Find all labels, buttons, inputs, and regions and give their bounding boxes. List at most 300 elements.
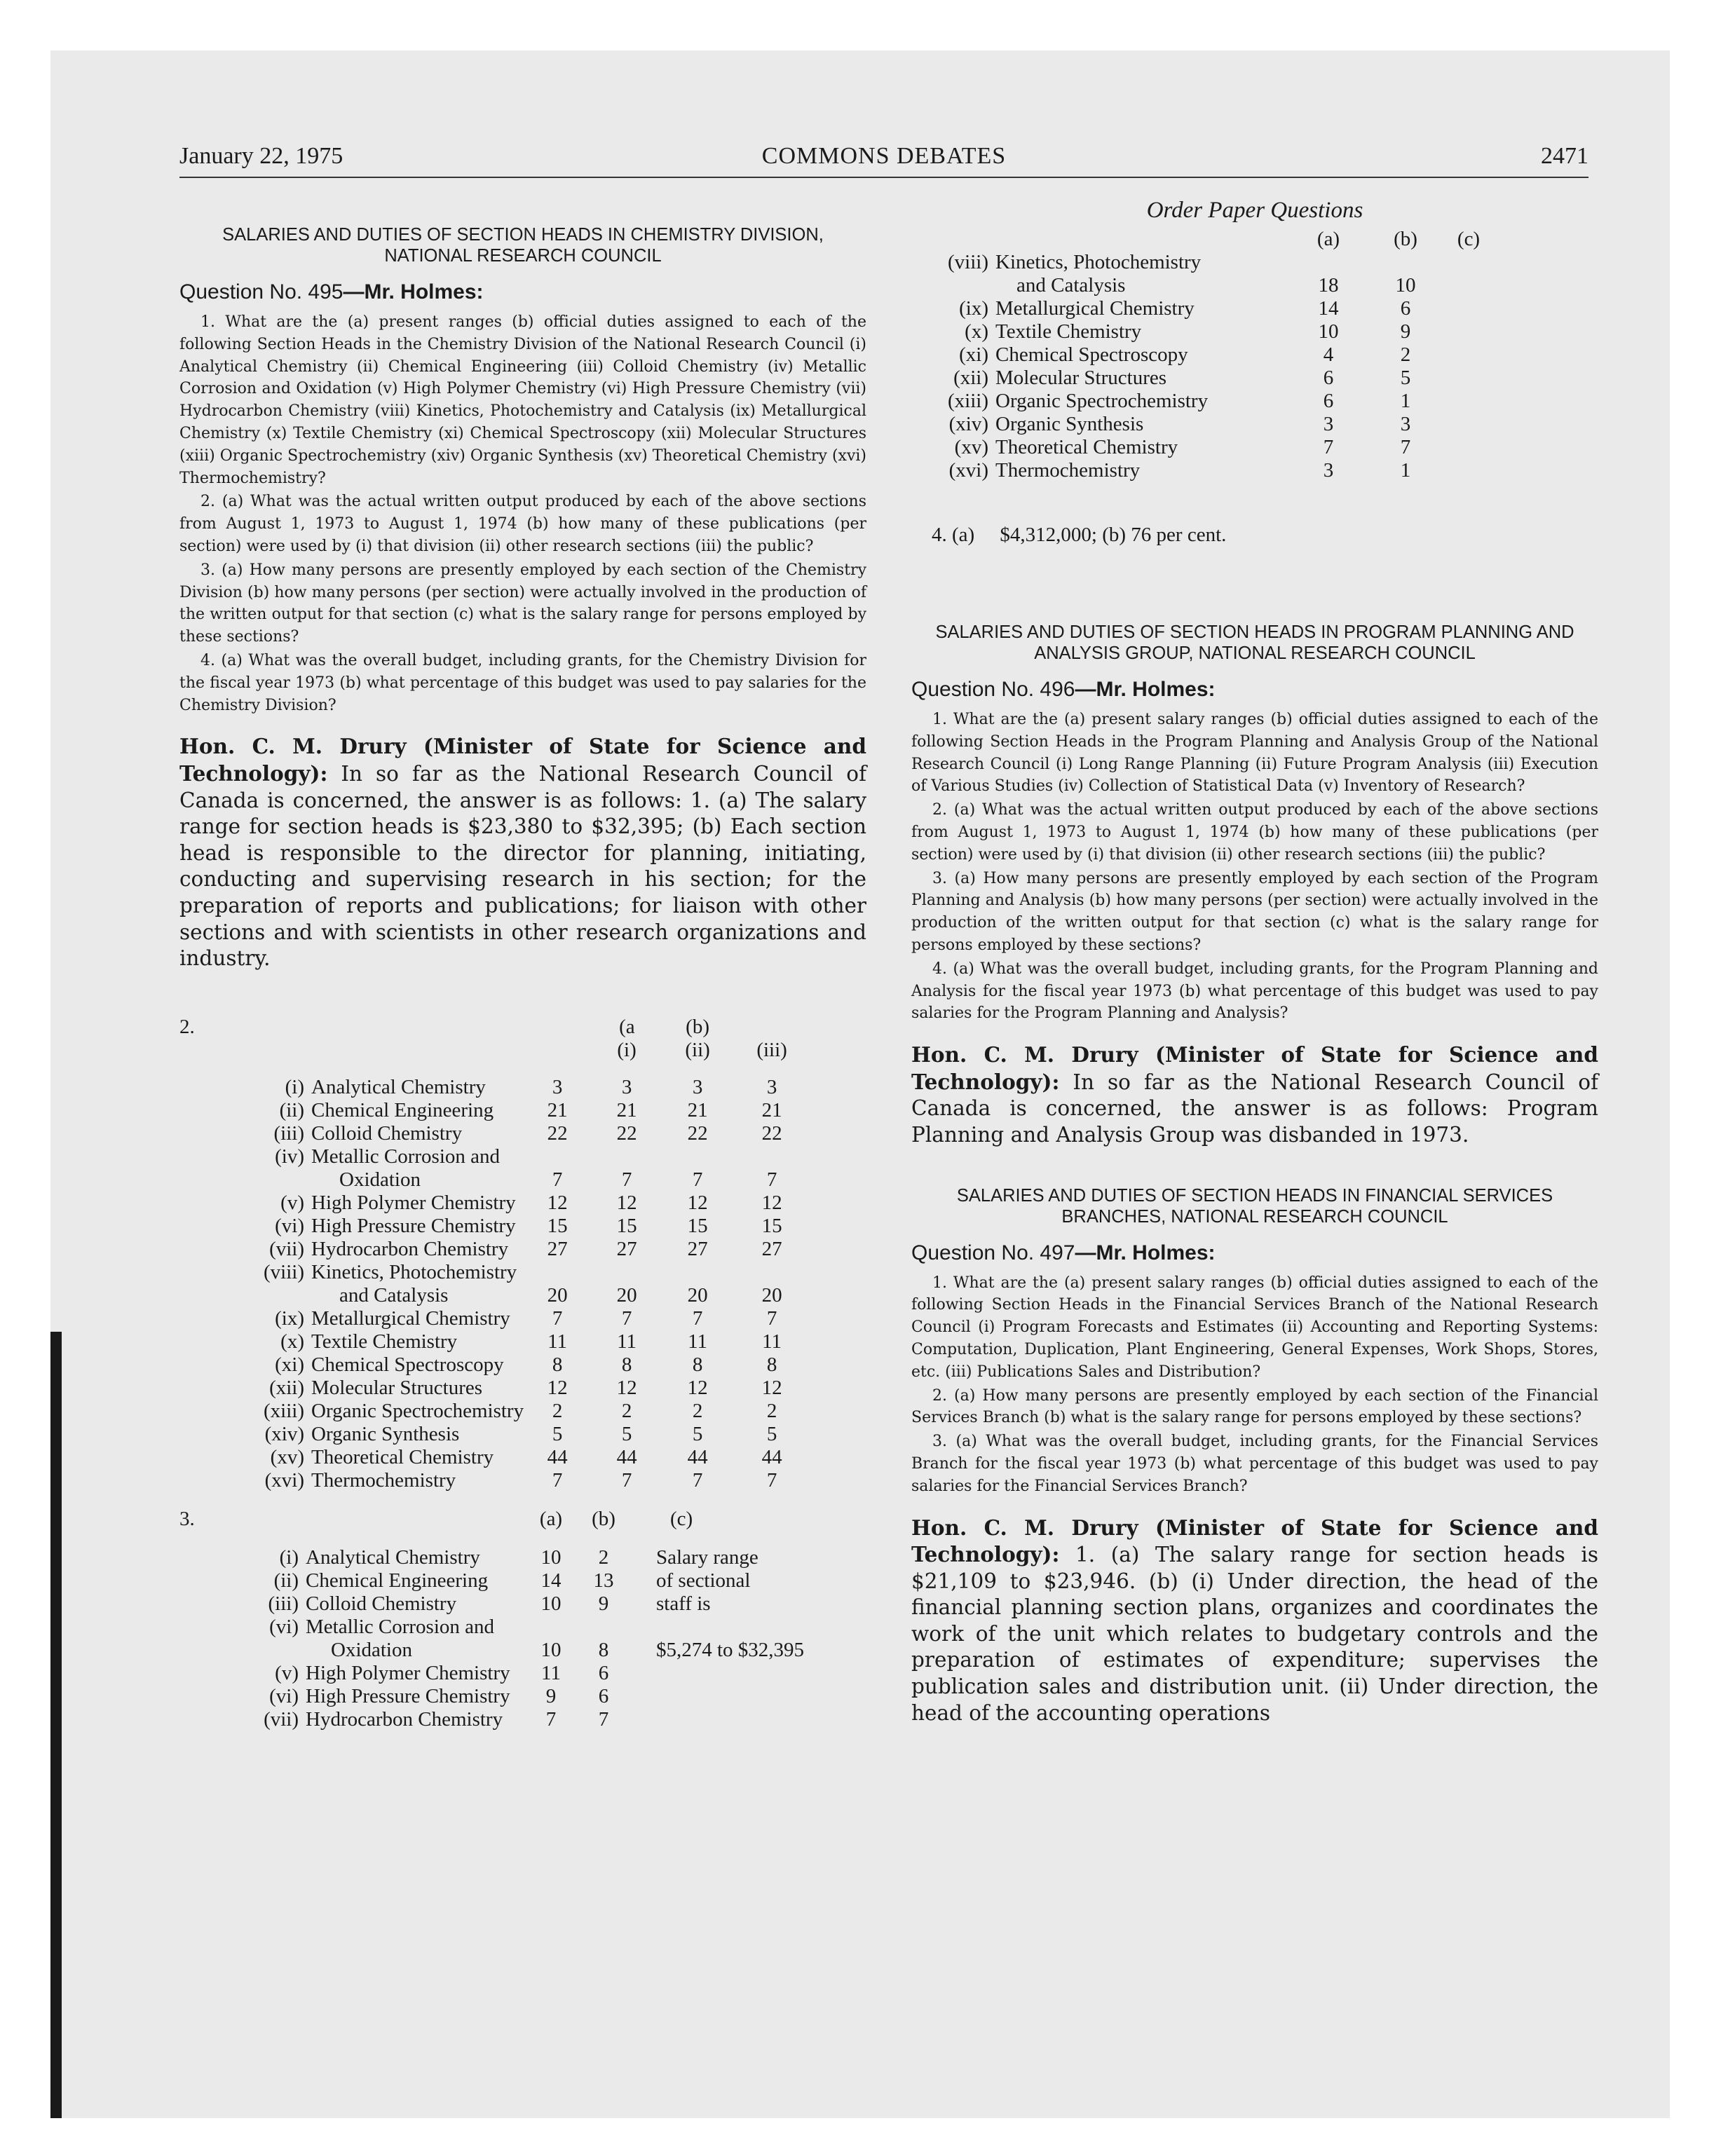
- table-2-cell: 22: [616, 1121, 637, 1145]
- table-2-row-name: Thermochemistry: [311, 1468, 456, 1492]
- table-3c-row: [918, 274, 1493, 297]
- q496-para-4: 4. (a) What was the overall budget, including grants, for the Program Planning and Analysis for the fiscal year 1973 (b) what percentage of this budget was used to pay salaries for the Program Planning and Analysis?: [911, 960, 1598, 1023]
- table-3c-row-number: (xiv): [948, 413, 988, 435]
- table-3c-row-name: Thermochemistry: [995, 459, 1141, 482]
- table-2-cell: 7: [552, 1306, 563, 1330]
- table-2-cell: 22: [687, 1121, 708, 1145]
- table-3-row: [179, 1569, 859, 1592]
- table-3c-cell-a: 18: [1318, 274, 1339, 296]
- table-3-cell-b: 8: [598, 1638, 609, 1661]
- table-2-row-number: (iii): [273, 1121, 304, 1145]
- table-3c-row-name: Metallurgical Chemistry: [995, 297, 1195, 320]
- table-3c-cell-b: 3: [1400, 413, 1411, 435]
- table-2-head-row-1: [179, 1016, 811, 1039]
- table-2-cell: [524, 1261, 591, 1284]
- header-date: January 22, 1975: [179, 143, 343, 169]
- table-2-row-name: Kinetics, Photochemistry: [311, 1260, 517, 1283]
- table-3-cell-b: [572, 1616, 635, 1639]
- table-2-gap: [179, 1469, 264, 1492]
- q496-answer-text: In so far as the National Research Council of Canada is concerned, the answer is as follows: Program Planning and Analysis Group was disbanded in 1973.: [911, 1070, 1598, 1147]
- table-2-cell: 12: [687, 1376, 708, 1399]
- q495-answer-speaker: Hon. C. M. Drury (Minister of State for Science and Technology):: [179, 734, 866, 786]
- table-2-row: [179, 1168, 811, 1192]
- q497-answer-speaker: Hon. C. M. Drury (Minister of State for Science and Technology):: [911, 1515, 1598, 1567]
- table-3c-cell-b: 2: [1400, 343, 1411, 366]
- q496-para-2: 2. (a) What was the actual written output produced by each of the above sections from August 1, 1973 to August 1, 1974 (b) how many of these publications (per section) were used by (i) that division (ii) other research sections (iii) the public?: [911, 801, 1598, 864]
- table-2-row: [179, 1469, 811, 1492]
- table-2-row-number: (x): [280, 1330, 304, 1353]
- table-2-cell: 21: [687, 1098, 708, 1121]
- table-3c-row: [918, 320, 1493, 343]
- table-3-cell-a: 10: [540, 1638, 562, 1661]
- table-2-head-b: (b): [686, 1015, 709, 1038]
- table-3c-cell-a: 14: [1318, 297, 1339, 320]
- table-3-row: [179, 1616, 859, 1639]
- table-2-label: 2.: [179, 1015, 195, 1038]
- table-3c-cell-a: [1290, 251, 1367, 274]
- table-2-row-name: Organic Spectrochemistry: [311, 1399, 524, 1422]
- table-3-cell-c: [635, 1662, 859, 1685]
- table-2-row-name: Metallic Corrosion and: [311, 1145, 501, 1168]
- table-2-cell: 7: [621, 1306, 632, 1330]
- table-3-row-name: Analytical Chemistry: [306, 1546, 480, 1569]
- table-2-row: [179, 1423, 811, 1446]
- table-3-row: [179, 1546, 859, 1569]
- table-3-row-number: (vi): [269, 1684, 299, 1707]
- table-2-cell: 44: [616, 1445, 637, 1468]
- table-2-cell: 7: [766, 1168, 777, 1191]
- table-3c-cell-c: [1444, 343, 1493, 367]
- table-2-cell: 3: [692, 1075, 703, 1098]
- table-2-gap: [179, 1099, 264, 1122]
- table-2-gap: [179, 1076, 264, 1099]
- table-2-cell: 15: [547, 1214, 568, 1237]
- table-3c-cell-a: 3: [1323, 413, 1334, 435]
- table-2-head-a: (a: [619, 1015, 635, 1038]
- table-2-cell: 15: [687, 1214, 708, 1237]
- table-3-gap: [179, 1639, 264, 1662]
- table-2-cell: 20: [616, 1283, 637, 1306]
- table-3c-row-number: (xiii): [948, 390, 988, 412]
- table-3-head-b: (b): [592, 1507, 615, 1530]
- order-paper-title: Order Paper Questions: [1146, 198, 1363, 223]
- table-2-cell: [662, 1261, 733, 1284]
- table-2: [179, 1016, 811, 1492]
- table-3c-row-number: (xii): [953, 367, 988, 389]
- table-3c-row: [918, 367, 1493, 390]
- table-2-row-name: Theoretical Chemistry: [311, 1445, 494, 1468]
- table-3c-row-number: (ix): [959, 297, 988, 320]
- table-2-row-name: Hydrocarbon Chemistry: [311, 1237, 509, 1260]
- table-2-row: [179, 1353, 811, 1377]
- table-3c-cell-c: [1444, 390, 1493, 413]
- table-3c-row-name: Organic Synthesis: [995, 413, 1144, 435]
- table-2-head-ii: (ii): [685, 1038, 710, 1061]
- table-2-cell: 12: [761, 1376, 782, 1399]
- q495-heading: SALARIES AND DUTIES OF SECTION HEADS IN CHEMISTRY DIVISION, NATIONAL RESEARCH COUNCIL: [222, 225, 824, 266]
- left-column: [179, 224, 866, 1731]
- table-3-row-number: (vi): [269, 1615, 299, 1638]
- table-3-cell-c: staff is: [656, 1592, 711, 1615]
- table-3-gap: [179, 1546, 264, 1569]
- table-2-gap: [179, 1238, 264, 1261]
- table-3-cell-a: 10: [540, 1592, 562, 1615]
- table-3-head-row: [179, 1508, 859, 1531]
- table-2-row-name: and Catalysis: [339, 1283, 449, 1306]
- table-2-cell: 2: [766, 1399, 777, 1422]
- table-3c-row: [918, 390, 1493, 413]
- table-2-cell: 44: [761, 1445, 782, 1468]
- table-2-cell: 3: [766, 1075, 777, 1098]
- table-2-cell: 8: [692, 1353, 703, 1376]
- table-3c-row-number: (x): [965, 320, 988, 343]
- q495-number-text: Question No. 495: [179, 280, 343, 303]
- table-2-cell: 7: [552, 1468, 563, 1492]
- table-3-row-name: Colloid Chemistry: [306, 1592, 457, 1615]
- item-4-text: (a) $4,312,000; (b) 76 per cent.: [952, 524, 1227, 546]
- table-2-head-iii: (iii): [756, 1038, 787, 1061]
- table-2-cell: [662, 1145, 733, 1168]
- table-2-head-i: (i): [617, 1038, 637, 1061]
- table-2-cell: 7: [766, 1468, 777, 1492]
- table-2-row: [179, 1284, 811, 1307]
- table-2-cell: 44: [687, 1445, 708, 1468]
- table-2-row-name: Organic Synthesis: [311, 1422, 460, 1445]
- table-3-cell-b: 6: [598, 1661, 609, 1684]
- table-3c-cell-b: 9: [1400, 320, 1411, 343]
- table-3c-cell-b: 5: [1400, 367, 1411, 389]
- q496-para-1: 1. What are the (a) present salary ranges (b) official duties assigned to each of the following Section Heads in the Program Planning and Analysis Group of the National Research Council (i) Long Range Planning (ii) Future Program Analysis (iii) Execution of Various Studies (iv) Collection of Statistical Data (v) Inventory of Research?: [911, 711, 1598, 796]
- table-2-cell: 5: [621, 1422, 632, 1445]
- table-3-cell-a: 7: [545, 1707, 557, 1731]
- table-2-gap: [179, 1284, 264, 1307]
- q497-number: [911, 1241, 1598, 1265]
- table-2-gap: [179, 1423, 264, 1446]
- table-2-row-name: Molecular Structures: [311, 1376, 483, 1399]
- q497-number-text: Question No. 497: [911, 1241, 1075, 1264]
- table-2-gap: [179, 1307, 264, 1330]
- q497-para-3: 3. (a) What was the overall budget, including grants, for the Financial Services Branch for the fiscal year 1973 (b) what percentage of this budget was used to pay salaries for the Financial Services Branch?: [911, 1433, 1598, 1495]
- table-2-gap: [179, 1377, 264, 1400]
- q495-para-1: 1. What are the (a) present ranges (b) official duties assigned to each of the following Section Heads in the Chemistry Division of the National Research Council (i) Analytical Chemistry (ii) Chemical Engineering (iii) Colloid Chemistry (iv) Metallic Corrosion and Oxidation (v) High Polymer Chemistry (vi) High Pressure Chemistry (vii) Hydrocarbon Chemistry (viii) Kinetics, Photochemistry and Catalysis (ix) Metallurgical Chemistry (x) Textile Chemistry (xi) Chemical Spectroscopy (xii) Molecular Structures (xiii) Organic Spectrochemistry (xiv) Organic Synthesis (xv) Theoretical Chemistry (xvi) Thermochemistry?: [179, 313, 866, 487]
- table-3-cell-c: [635, 1685, 859, 1708]
- table-3-gap: [179, 1569, 264, 1592]
- table-2-row-number: (xii): [269, 1376, 304, 1399]
- table-2-cell: 27: [616, 1237, 637, 1260]
- table-2-cell: 3: [552, 1075, 563, 1098]
- table-3-label: 3.: [179, 1507, 195, 1530]
- table-2-gap: [179, 1192, 264, 1215]
- table-2-cell: 27: [687, 1237, 708, 1260]
- table-3c-head-a: (a): [1316, 228, 1340, 250]
- table-2-gap: [179, 1330, 264, 1353]
- q495-para-3: 3. (a) How many persons are presently employed by each section of the Chemistry Division (b) how many persons (per section) were actually involved in the production of the written output for that section (c) what is the salary range for persons employed by these sections?: [179, 561, 866, 646]
- q495-answer: [179, 733, 866, 971]
- table-2-row: [179, 1099, 811, 1122]
- table-3-row-name: Metallic Corrosion and: [306, 1615, 495, 1638]
- table-3c-row-name: Theoretical Chemistry: [995, 436, 1178, 458]
- table-2-cell: 12: [547, 1191, 568, 1214]
- table-2-cell: [524, 1145, 591, 1168]
- q497-answer-text: 1. (a) The salary range for section heads is $21,109 to $23,946. (b) (i) Under direction, the head of the financial planning section plans, organizes and coordinates the work of the unit which relates to budgetary controls and the preparation of estimates of expenditure; supervises the publication sales and distribution unit. (ii) Under direction, the head of the accounting operations: [911, 1543, 1598, 1725]
- table-3-cell-c: $5,274 to $32,395: [656, 1638, 805, 1661]
- table-3c-row: [918, 343, 1493, 367]
- table-2-cell: [733, 1145, 811, 1168]
- table-2-cell: 7: [692, 1468, 703, 1492]
- table-2-row-number: (xv): [270, 1445, 304, 1468]
- table-2-row: [179, 1215, 811, 1238]
- q496-answer-speaker: Hon. C. M. Drury (Minister of State for Science and Technology):: [911, 1042, 1598, 1094]
- table-3-cell-b: 6: [598, 1684, 609, 1707]
- q495-answer-text: In so far as the National Research Council of Canada is concerned, the answer is as follows: 1. (a) The salary range for section heads is $23,380 to $32,395; (b) Each section head is responsible to the director for planning, initiating, conducting and supervising research in his section; for the preparation of reports and publications; for liaison with other sections and with scientists in other research organizations and industry.: [179, 761, 866, 971]
- table-3-row-name: Oxidation: [331, 1638, 412, 1661]
- table-2-cell: 7: [692, 1306, 703, 1330]
- table-3-row-name: Chemical Engineering: [306, 1569, 489, 1592]
- table-2-row-name: Oxidation: [339, 1168, 421, 1191]
- table-2-cell: 22: [761, 1121, 782, 1145]
- table-2-row: [179, 1307, 811, 1330]
- table-2-cell: 5: [692, 1422, 703, 1445]
- table-3c-row-number: (xvi): [948, 459, 988, 482]
- table-3: [179, 1508, 859, 1731]
- q496-para-3: 3. (a) How many persons are presently employed by each section of the Program Planning and Analysis (b) how many persons (per section) were actually involved in the production of the written output for that section (c) what is the salary range for persons employed by these sections?: [911, 869, 1598, 954]
- table-3-row-number: [264, 1639, 306, 1662]
- q497-answer: [911, 1515, 1598, 1727]
- table-2-cell: 8: [621, 1353, 632, 1376]
- table-3-cell-a: 10: [540, 1546, 562, 1569]
- table-2-cell: 27: [761, 1237, 782, 1260]
- table-3-head-c: (c): [670, 1507, 693, 1530]
- table-3c-row-name: Chemical Spectroscopy: [995, 343, 1188, 366]
- table-3c-row-name: Organic Spectrochemistry: [995, 390, 1209, 412]
- table-2-row: [179, 1261, 811, 1284]
- table-2-cell: 11: [762, 1330, 782, 1353]
- table-2-cell: 2: [552, 1399, 563, 1422]
- scan-edge: [50, 1332, 62, 2118]
- table-2-cell: 20: [687, 1283, 708, 1306]
- table-2-cell: [591, 1145, 662, 1168]
- table-3c-cell-b: 6: [1400, 297, 1411, 320]
- table-2-row-name: Chemical Spectroscopy: [311, 1353, 504, 1376]
- table-3c-cell-c: [1444, 436, 1493, 459]
- table-3c-head-b: (b): [1394, 228, 1417, 250]
- table-2-cell: 22: [547, 1121, 568, 1145]
- table-3c-row-name: and Catalysis: [1016, 274, 1126, 296]
- table-2-row-name: High Polymer Chemistry: [311, 1191, 516, 1214]
- table-2-cell: 21: [547, 1098, 568, 1121]
- q497-heading: SALARIES AND DUTIES OF SECTION HEADS IN FINANCIAL SERVICES BRANCHES, NATIONAL RESEARCH COUNCIL: [956, 1185, 1553, 1227]
- table-3c-row-number: (viii): [948, 251, 988, 273]
- table-2-row: [179, 1145, 811, 1168]
- table-2-row-number: [264, 1284, 311, 1307]
- table-3-row-name: High Polymer Chemistry: [306, 1661, 510, 1684]
- q497-para-2: 2. (a) How many persons are presently employed by each section of the Financial Services Branch (b) what is the salary range for persons employed by these sections?: [911, 1386, 1598, 1427]
- table-2-cell: 12: [616, 1191, 637, 1214]
- table-3c-cell-c: [1444, 251, 1493, 274]
- table-2-cell: 7: [692, 1168, 703, 1191]
- table-2-row-number: [264, 1168, 311, 1192]
- table-2-row: [179, 1238, 811, 1261]
- table-3-row-name: High Pressure Chemistry: [306, 1684, 510, 1707]
- table-2-row-number: (ii): [279, 1098, 304, 1121]
- table-3-row: [179, 1685, 859, 1708]
- table-2-row-number: (v): [280, 1191, 304, 1214]
- q496-number: [911, 678, 1598, 702]
- table-2-gap: [179, 1145, 264, 1168]
- table-3-cell-b: 9: [598, 1592, 609, 1615]
- table-3c-row-name: Textile Chemistry: [995, 320, 1142, 343]
- table-2-cell: 15: [761, 1214, 782, 1237]
- table-2-cell: 8: [552, 1353, 563, 1376]
- table-3-row-name: Hydrocarbon Chemistry: [306, 1707, 503, 1731]
- right-column: [911, 198, 1598, 1726]
- q495-asker: —Mr. Holmes:: [343, 280, 484, 303]
- table-2-cell: 11: [617, 1330, 637, 1353]
- table-3c-row-number: (xv): [954, 436, 988, 458]
- table-2-row: [179, 1446, 811, 1469]
- table-2-gap: [179, 1215, 264, 1238]
- table-3c-cell-c: [1444, 274, 1493, 297]
- q496-asker: —Mr. Holmes:: [1075, 678, 1216, 701]
- table-3c-cell-b: 1: [1400, 459, 1411, 482]
- table-3c-row-number: (xi): [959, 343, 988, 366]
- table-2-cell: 44: [547, 1445, 568, 1468]
- q496-number-text: Question No. 496: [911, 678, 1075, 701]
- table-3c-head-row: [918, 228, 1493, 251]
- table-2-head-row-2: [179, 1039, 811, 1062]
- table-3-gap: [179, 1708, 264, 1731]
- table-3c-head-c: (c): [1457, 228, 1481, 250]
- table-3-row: [179, 1662, 859, 1685]
- table-2-cell: [591, 1261, 662, 1284]
- table-2-cell: 27: [547, 1237, 568, 1260]
- table-3c-row: [918, 251, 1493, 274]
- table-3-cell-c: [635, 1708, 859, 1731]
- q495-number: [179, 280, 866, 304]
- table-3-continued: [918, 228, 1493, 482]
- table-2-cell: 15: [616, 1214, 637, 1237]
- q496-answer: [911, 1042, 1598, 1148]
- table-3-row-number: (v): [275, 1661, 299, 1684]
- table-3c-cell-c: [1444, 297, 1493, 320]
- table-3c-cell-c: [1444, 320, 1493, 343]
- table-3c-cell-b: 1: [1400, 390, 1411, 412]
- table-2-row-number: (vi): [275, 1214, 304, 1237]
- table-2-row-number: (xi): [275, 1353, 304, 1376]
- table-3-cell-a: 14: [540, 1569, 562, 1592]
- table-2-row-name: Analytical Chemistry: [311, 1075, 486, 1098]
- table-2-row-number: (ix): [275, 1306, 304, 1330]
- table-2-cell: 21: [761, 1098, 782, 1121]
- table-2-row-number: (vii): [269, 1237, 304, 1260]
- table-3-row-number: (ii): [273, 1569, 299, 1592]
- table-3-cell-b: 13: [593, 1569, 614, 1592]
- table-2-row: [179, 1377, 811, 1400]
- table-3-cell-a: [530, 1616, 572, 1639]
- table-3c-row-number: [918, 274, 995, 297]
- table-2-cell: 11: [688, 1330, 708, 1353]
- table-2-row-number: (iv): [275, 1145, 304, 1168]
- table-2-gap: [179, 1446, 264, 1469]
- table-2-row: [179, 1122, 811, 1145]
- table-2-cell: 12: [687, 1191, 708, 1214]
- table-2-gap: [179, 1168, 264, 1192]
- table-3c-cell-a: 7: [1323, 436, 1334, 458]
- table-2-row: [179, 1330, 811, 1353]
- table-2-cell: [733, 1261, 811, 1284]
- q497-para-1: 1. What are the (a) present salary ranges (b) official duties assigned to each of the following Section Heads in the Financial Services Branch of the National Research Council (i) Program Forecasts and Estimates (ii) Accounting and Reporting Systems: Computation, Duplication, Plant Engineering, General Expenses, Work Shops, Stores, etc. (iii) Publications Sales and Distribution?: [911, 1274, 1598, 1381]
- table-3-row-number: (i): [279, 1546, 299, 1569]
- q497-asker: —Mr. Holmes:: [1075, 1241, 1216, 1264]
- table-3c-cell-c: [1444, 459, 1493, 482]
- table-2-cell: 20: [761, 1283, 782, 1306]
- table-3-row-number: (vii): [264, 1707, 299, 1731]
- q496-heading: SALARIES AND DUTIES OF SECTION HEADS IN PROGRAM PLANNING AND ANALYSIS GROUP, NATIONAL RESEARCH COUNCIL: [935, 622, 1574, 663]
- table-2-cell: 7: [621, 1468, 632, 1492]
- table-3c-row-name: Molecular Structures: [995, 367, 1167, 389]
- table-2-row: [179, 1400, 811, 1423]
- table-3-row-number: (iii): [268, 1592, 299, 1615]
- table-2-cell: 11: [547, 1330, 568, 1353]
- table-2-cell: 7: [552, 1168, 563, 1191]
- table-3c-cell-b: 10: [1395, 274, 1416, 296]
- table-2-cell: 21: [616, 1098, 637, 1121]
- header-page-number: 2471: [1541, 143, 1588, 169]
- table-3c-cell-a: 4: [1323, 343, 1334, 366]
- table-2-gap: [179, 1261, 264, 1284]
- table-3-head-a: (a): [539, 1507, 563, 1530]
- table-3-gap: [179, 1685, 264, 1708]
- table-3-cell-b: 7: [598, 1707, 609, 1731]
- table-2-cell: 20: [547, 1283, 568, 1306]
- table-3-gap: [179, 1616, 264, 1639]
- table-3c-cell-a: 6: [1323, 390, 1334, 412]
- table-3-cell-a: 9: [545, 1684, 557, 1707]
- table-3-cell-c: of sectional: [656, 1569, 751, 1592]
- table-3-row: [179, 1708, 859, 1731]
- table-3-row: [179, 1592, 859, 1616]
- table-2-cell: 12: [761, 1191, 782, 1214]
- table-2-gap: [179, 1353, 264, 1377]
- table-2-cell: 2: [621, 1399, 632, 1422]
- table-3c-cell-a: 3: [1323, 459, 1334, 482]
- table-3-gap: [179, 1592, 264, 1616]
- table-2-row-number: (i): [285, 1075, 304, 1098]
- table-3c-cell-b: 7: [1400, 436, 1411, 458]
- table-2-gap: [179, 1122, 264, 1145]
- table-2-row-name: Chemical Engineering: [311, 1098, 494, 1121]
- table-2-row: [179, 1192, 811, 1215]
- table-3c-cell-a: 10: [1318, 320, 1339, 343]
- table-2-cell: 5: [552, 1422, 563, 1445]
- table-2-row-number: (xiii): [264, 1399, 304, 1422]
- table-3-cell-c: [635, 1616, 859, 1639]
- table-3c-cell-a: 6: [1323, 367, 1334, 389]
- table-2-row-name: High Pressure Chemistry: [311, 1214, 516, 1237]
- table-2-cell: 7: [766, 1306, 777, 1330]
- table-3c-row: [918, 459, 1493, 482]
- table-3c-row-name: Kinetics, Photochemistry: [995, 251, 1202, 273]
- table-3-cell-a: 11: [541, 1661, 561, 1684]
- table-2-row-name: Colloid Chemistry: [311, 1121, 463, 1145]
- table-2-row-name: Textile Chemistry: [311, 1330, 458, 1353]
- table-2-cell: 2: [692, 1399, 703, 1422]
- table-2-cell: 8: [766, 1353, 777, 1376]
- table-3c-row: [918, 297, 1493, 320]
- table-2-gap: [179, 1400, 264, 1423]
- table-3c-row: [918, 436, 1493, 459]
- q495-para-4: 4. (a) What was the overall budget, including grants, for the Chemistry Division for the fiscal year 1973 (b) what percentage of this budget was used to pay salaries for the Chemistry Division?: [179, 651, 866, 714]
